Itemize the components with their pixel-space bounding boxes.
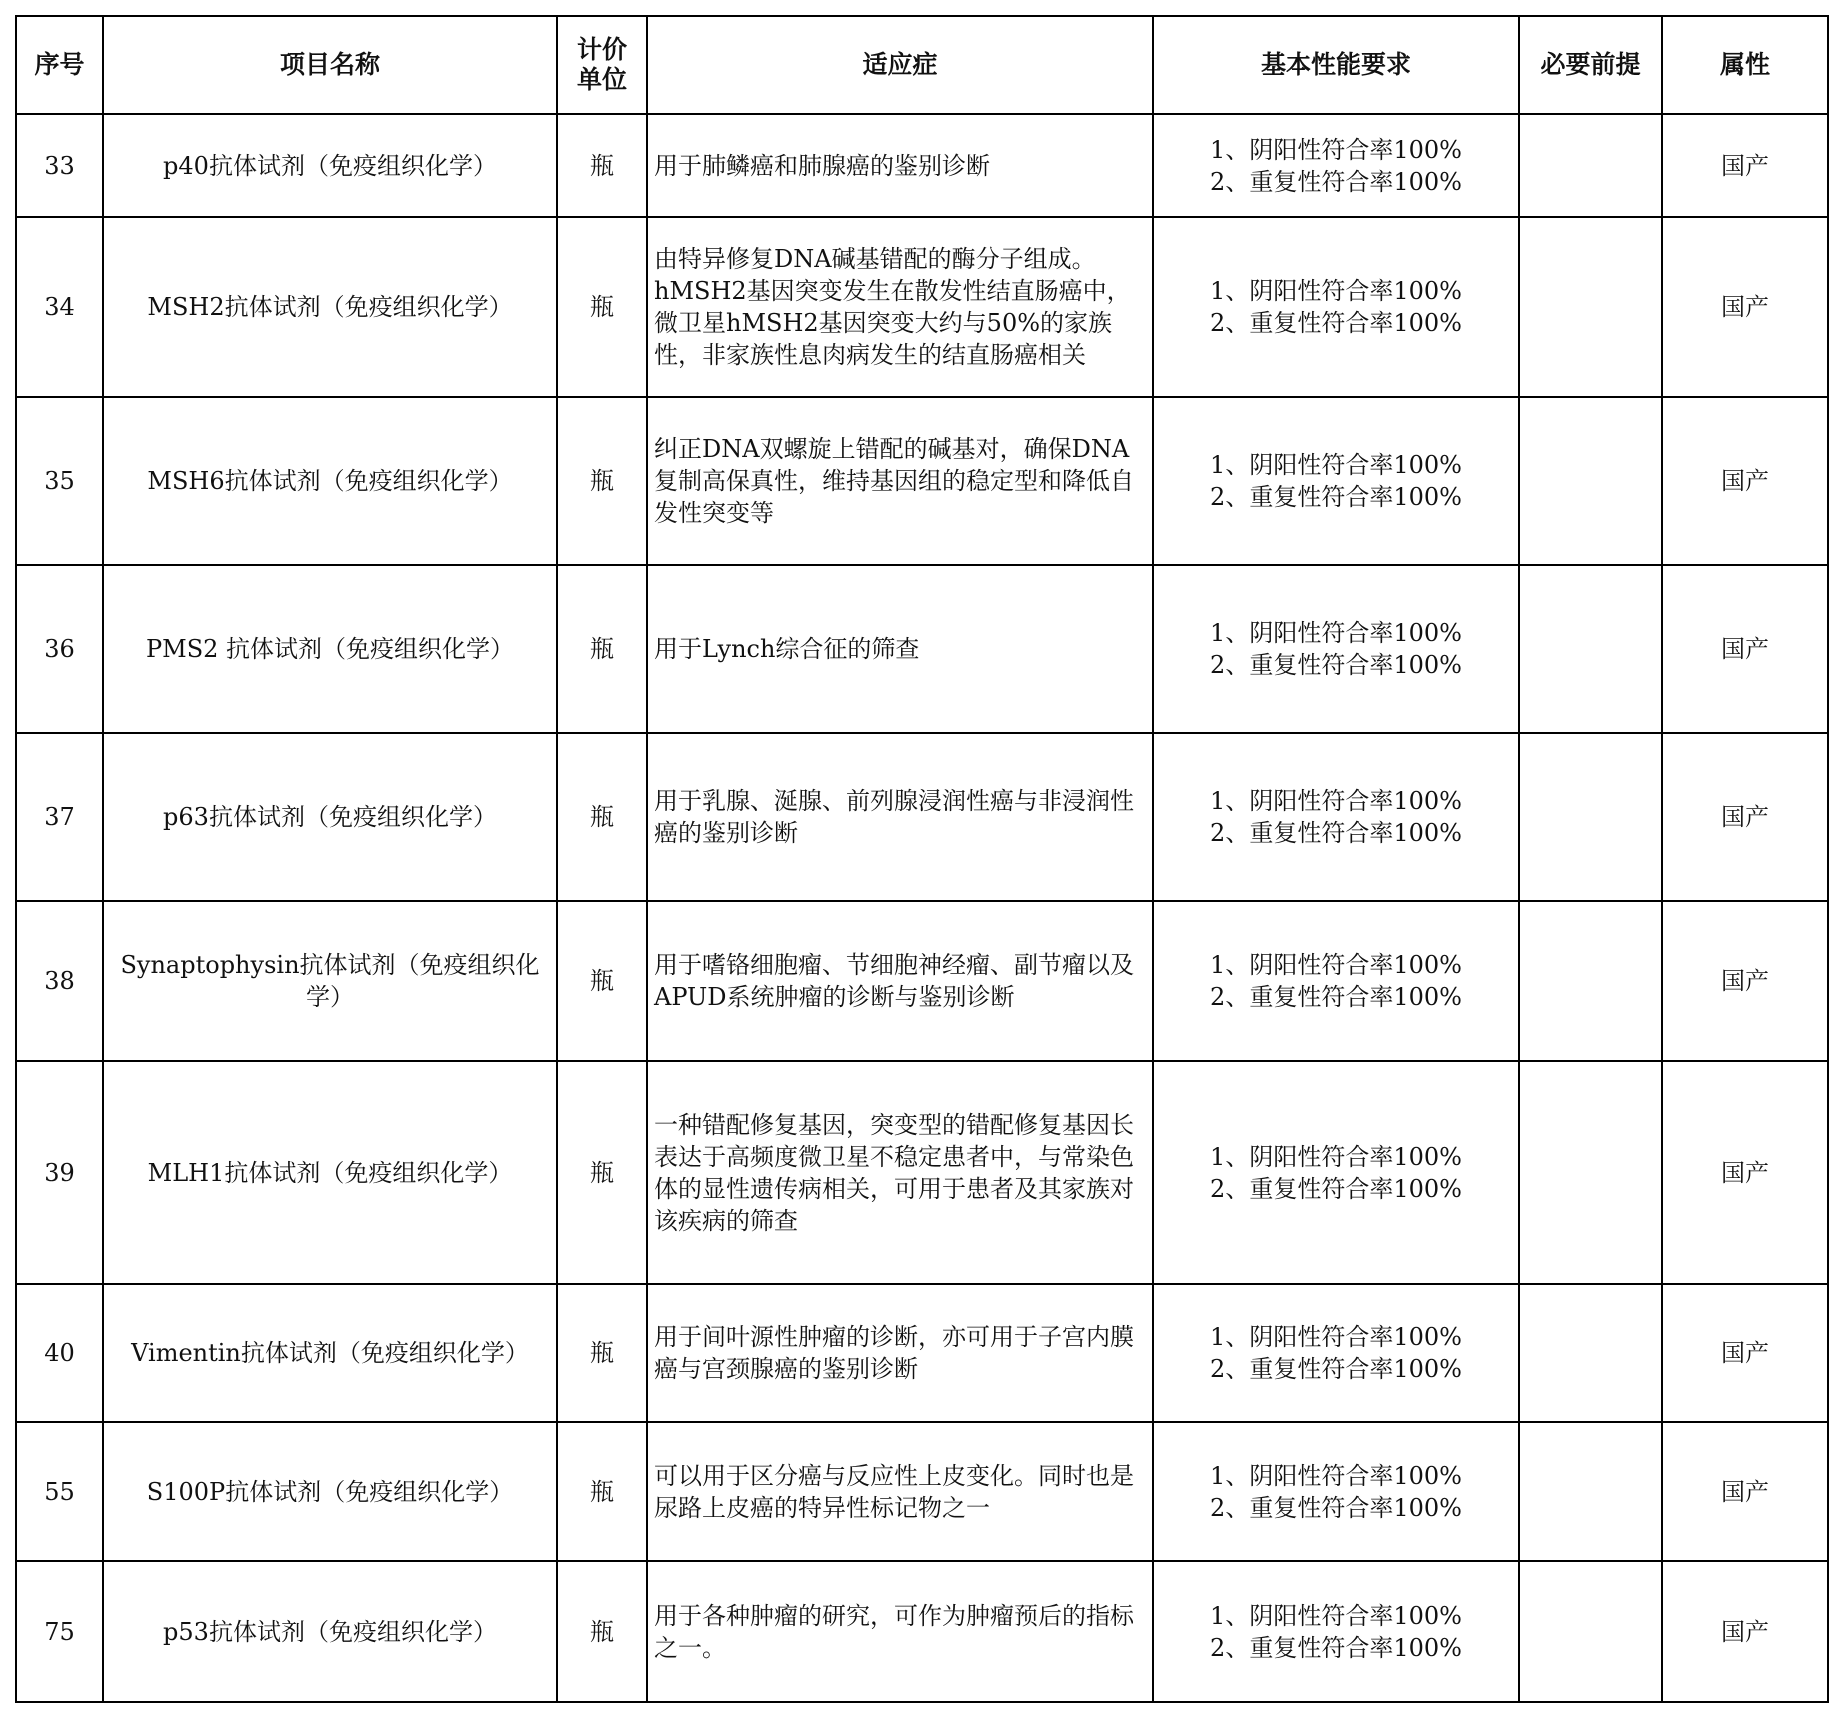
perf-line-2: 2、重复性符合率100% (1210, 167, 1462, 196)
cell-performance (1153, 901, 1519, 1061)
table-row (16, 733, 1828, 901)
cell-unit: 瓶 (557, 1422, 647, 1561)
cell-indication: 用于各种肿瘤的研究，可作为肿瘤预后的指标之一。 (647, 1561, 1153, 1702)
table-row (16, 114, 1828, 217)
cell-name: Synaptophysin抗体试剂（免疫组织化学） (103, 901, 557, 1061)
cell-no: 33 (16, 114, 103, 217)
cell-prerequisite (1519, 1284, 1662, 1422)
cell-name: MSH6抗体试剂（免疫组织化学） (103, 397, 557, 565)
header-row (16, 16, 1828, 114)
cell-no: 39 (16, 1061, 103, 1284)
cell-performance (1153, 1561, 1519, 1702)
cell-indication: 用于乳腺、涎腺、前列腺浸润性癌与非浸润性癌的鉴别诊断 (647, 733, 1153, 901)
cell-attribute: 国产 (1662, 1284, 1828, 1422)
table-row (16, 217, 1828, 397)
cell-attribute: 国产 (1662, 1061, 1828, 1284)
perf-line-2: 2、重复性符合率100% (1210, 309, 1462, 337)
cell-prerequisite (1519, 217, 1662, 397)
perf-line-2: 2、重复性符合率100% (1210, 983, 1462, 1011)
cell-unit: 瓶 (557, 397, 647, 565)
cell-attribute: 国产 (1662, 114, 1828, 217)
header-indication: 适应症 (647, 16, 1153, 114)
cell-name: PMS2 抗体试剂（免疫组织化学） (103, 565, 557, 733)
header-unit-line2: 单位 (576, 65, 627, 94)
cell-attribute: 国产 (1662, 901, 1828, 1061)
cell-unit: 瓶 (557, 1061, 647, 1284)
perf-line-1: 1、阴阳性符合率100% (1210, 1461, 1462, 1490)
cell-no: 38 (16, 901, 103, 1061)
cell-name: MLH1抗体试剂（免疫组织化学） (103, 1061, 557, 1284)
cell-attribute: 国产 (1662, 1422, 1828, 1561)
cell-prerequisite (1519, 114, 1662, 217)
perf-line-1: 1、阴阳性符合率100% (1210, 135, 1462, 164)
cell-prerequisite (1519, 733, 1662, 901)
cell-name: p53抗体试剂（免疫组织化学） (103, 1561, 557, 1702)
cell-indication: 用于嗜铬细胞瘤、节细胞神经瘤、副节瘤以及APUD系统肿瘤的诊断与鉴别诊断 (647, 901, 1153, 1061)
header-attribute: 属性 (1662, 16, 1828, 114)
cell-indication: 由特异修复DNA碱基错配的酶分子组成。hMSH2基因突变发生在散发性结直肠癌中，微卫星hMSH2基因突变大约与50%的家族性，非家族性息肉病发生的结直肠癌相关 (647, 217, 1153, 397)
header-unit (557, 16, 647, 114)
table-row (16, 1284, 1828, 1422)
cell-indication: 用于间叶源性肿瘤的诊断，亦可用于子宫内膜癌与宫颈腺癌的鉴别诊断 (647, 1284, 1153, 1422)
header-no: 序号 (16, 16, 103, 114)
perf-line-2: 2、重复性符合率100% (1210, 819, 1462, 847)
cell-prerequisite (1519, 565, 1662, 733)
cell-performance (1153, 397, 1519, 565)
table-row (16, 1422, 1828, 1561)
cell-unit: 瓶 (557, 565, 647, 733)
cell-unit: 瓶 (557, 217, 647, 397)
cell-no: 75 (16, 1561, 103, 1702)
perf-line-1: 1、阴阳性符合率100% (1210, 619, 1462, 647)
cell-attribute: 国产 (1662, 217, 1828, 397)
cell-attribute: 国产 (1662, 397, 1828, 565)
header-name: 项目名称 (103, 16, 557, 114)
cell-name: MSH2抗体试剂（免疫组织化学） (103, 217, 557, 397)
header-unit-line1: 计价 (576, 35, 627, 64)
perf-line-1: 1、阴阳性符合率100% (1210, 277, 1462, 305)
perf-line-2: 2、重复性符合率100% (1210, 1174, 1462, 1203)
cell-prerequisite (1519, 901, 1662, 1061)
perf-line-1: 1、阴阳性符合率100% (1210, 1601, 1462, 1630)
cell-name: p40抗体试剂（免疫组织化学） (103, 114, 557, 217)
cell-no: 40 (16, 1284, 103, 1422)
cell-prerequisite (1519, 1561, 1662, 1702)
cell-performance (1153, 1061, 1519, 1284)
perf-line-2: 2、重复性符合率100% (1210, 1355, 1462, 1383)
cell-performance (1153, 733, 1519, 901)
perf-line-2: 2、重复性符合率100% (1210, 483, 1462, 511)
cell-indication: 用于Lynch综合征的筛查 (647, 565, 1153, 733)
cell-attribute: 国产 (1662, 733, 1828, 901)
table-row (16, 901, 1828, 1061)
header-prerequisite: 必要前提 (1519, 16, 1662, 114)
cell-unit: 瓶 (557, 114, 647, 217)
cell-name: Vimentin抗体试剂（免疫组织化学） (103, 1284, 557, 1422)
perf-line-1: 1、阴阳性符合率100% (1210, 951, 1462, 979)
cell-unit: 瓶 (557, 901, 647, 1061)
cell-performance (1153, 217, 1519, 397)
cell-prerequisite (1519, 397, 1662, 565)
cell-indication: 用于肺鳞癌和肺腺癌的鉴别诊断 (647, 114, 1153, 217)
cell-prerequisite (1519, 1422, 1662, 1561)
perf-line-2: 2、重复性符合率100% (1210, 651, 1462, 679)
cell-attribute: 国产 (1662, 565, 1828, 733)
perf-line-1: 1、阴阳性符合率100% (1210, 787, 1462, 815)
cell-indication: 一种错配修复基因，突变型的错配修复基因长表达于高频度微卫星不稳定患者中，与常染色体的显性遗传病相关，可用于患者及其家族对该疾病的筛查 (647, 1061, 1153, 1284)
cell-prerequisite (1519, 1061, 1662, 1284)
cell-performance (1153, 565, 1519, 733)
perf-line-2: 2、重复性符合率100% (1210, 1633, 1462, 1662)
cell-no: 55 (16, 1422, 103, 1561)
header-performance: 基本性能要求 (1153, 16, 1519, 114)
cell-performance (1153, 1284, 1519, 1422)
cell-no: 37 (16, 733, 103, 901)
table-row (16, 397, 1828, 565)
cell-no: 36 (16, 565, 103, 733)
perf-line-1: 1、阴阳性符合率100% (1210, 1142, 1462, 1171)
cell-indication: 可以用于区分癌与反应性上皮变化。同时也是尿路上皮癌的特异性标记物之一 (647, 1422, 1153, 1561)
perf-line-1: 1、阴阳性符合率100% (1210, 451, 1462, 479)
cell-performance (1153, 114, 1519, 217)
cell-unit: 瓶 (557, 1284, 647, 1422)
cell-name: S100P抗体试剂（免疫组织化学） (103, 1422, 557, 1561)
cell-unit: 瓶 (557, 1561, 647, 1702)
cell-indication: 纠正DNA双螺旋上错配的碱基对，确保DNA复制高保真性，维持基因组的稳定型和降低自发性突变等 (647, 397, 1153, 565)
cell-unit: 瓶 (557, 733, 647, 901)
cell-performance (1153, 1422, 1519, 1561)
table-row (16, 1561, 1828, 1702)
reagent-table (15, 15, 1829, 1703)
table-row (16, 565, 1828, 733)
table-row (16, 1061, 1828, 1284)
cell-no: 35 (16, 397, 103, 565)
reagent-spec-sheet (15, 15, 1829, 1703)
cell-attribute: 国产 (1662, 1561, 1828, 1702)
cell-no: 34 (16, 217, 103, 397)
perf-line-2: 2、重复性符合率100% (1210, 1493, 1462, 1522)
perf-line-1: 1、阴阳性符合率100% (1210, 1323, 1462, 1351)
cell-name: p63抗体试剂（免疫组织化学） (103, 733, 557, 901)
